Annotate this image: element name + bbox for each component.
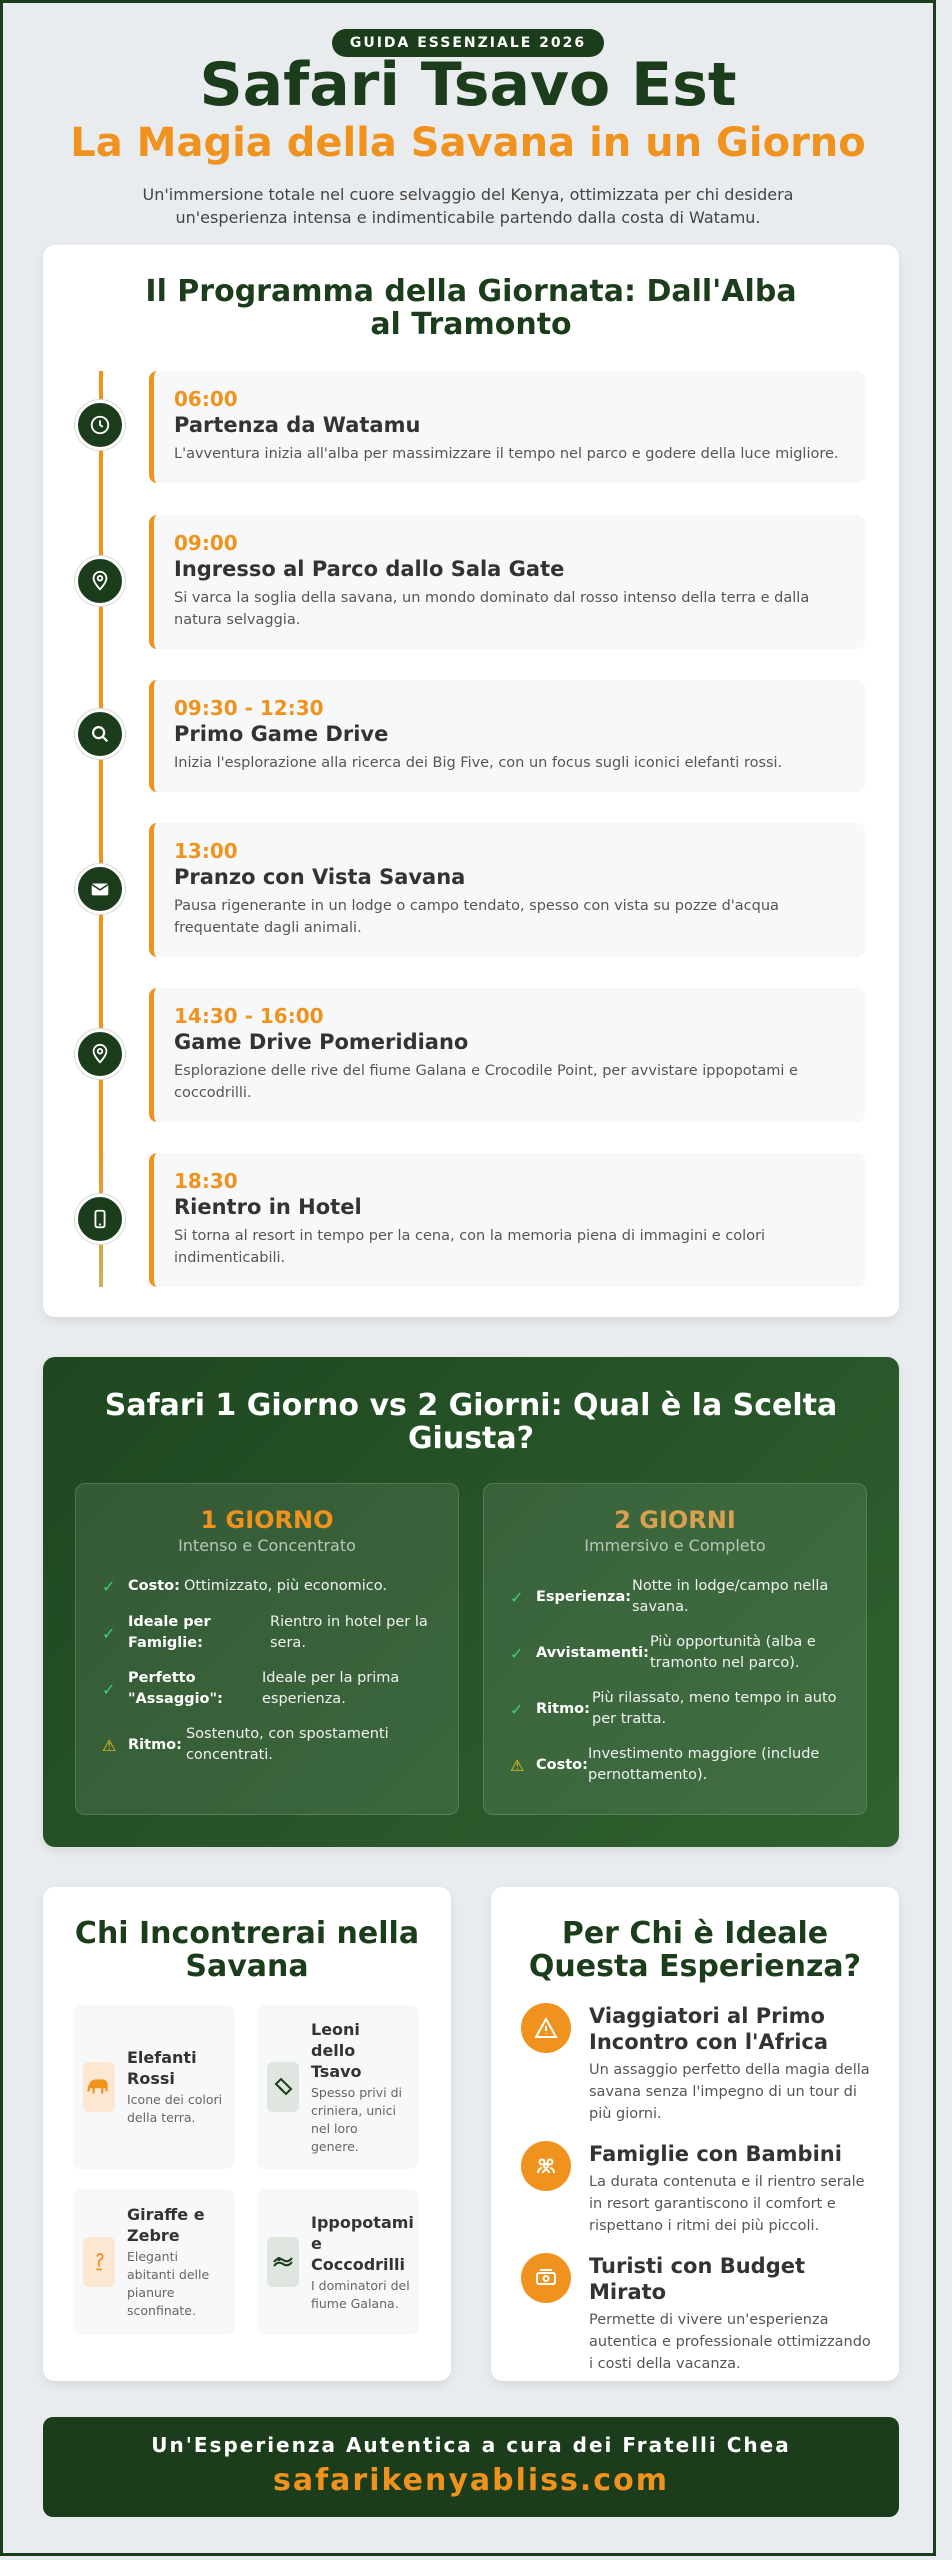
ideal-desc: La durata contenuta e il rientro serale in resort garantiscono il comfort e rispettano i ritmi dei più piccoli. — [589, 2174, 865, 2234]
ideal-for-card — [491, 1887, 899, 2381]
option-row — [510, 1744, 842, 1786]
timeline-item-desc: L'avventura inizia all'alba per massimizzare il tempo nel parco e godere della luce migliore. — [174, 446, 839, 462]
wildlife-desc: Icone dei colori della terra. — [127, 2092, 223, 2125]
option-row — [102, 1724, 434, 1766]
timeline-item-title: Pranzo con Vista Savana — [174, 865, 466, 889]
option-row — [510, 1632, 842, 1674]
row-value: Ottimizzato, più economico. — [183, 1578, 387, 1594]
timeline-item — [149, 515, 865, 649]
map-pin-icon — [75, 1029, 125, 1079]
elephant-icon — [83, 2062, 115, 2112]
timeline-item — [149, 371, 865, 483]
wildlife-item — [257, 2005, 419, 2169]
wildlife-desc: Eleganti abitanti delle pianure sconfinate. — [127, 2249, 210, 2318]
clock-icon — [75, 400, 125, 450]
wildlife-item — [257, 2189, 419, 2335]
timeline-item-title: Ingresso al Parco dallo Sala Gate — [174, 557, 565, 581]
timeline-item-title: Primo Game Drive — [174, 722, 389, 746]
wildlife-title: Chi Incontrerai nella Savana — [74, 1916, 420, 1984]
check-icon: ✓ — [510, 1643, 524, 1663]
timeline-time: 09:30 - 12:30 — [174, 696, 324, 720]
map-pin-icon — [75, 556, 125, 606]
footer — [43, 2417, 899, 2517]
option-row — [102, 1612, 434, 1654]
check-icon: ✓ — [510, 1699, 524, 1719]
timeline-time: 14:30 - 16:00 — [174, 1004, 324, 1028]
timeline-item — [149, 988, 865, 1122]
timeline-title: Il Programma della Giornata: Dall'Alba al Tramonto — [145, 274, 797, 342]
timeline-time: 18:30 — [174, 1169, 238, 1193]
timeline-card — [43, 245, 899, 1317]
row-value: Ideale per la prima esperienza. — [262, 1670, 400, 1707]
envelope-icon — [75, 864, 125, 914]
hippo-icon — [267, 2237, 299, 2287]
row-label: Ritmo: — [536, 1700, 590, 1717]
one-day-option — [75, 1483, 459, 1815]
option-row — [510, 1576, 842, 1618]
guide-badge: GUIDA ESSENZIALE 2026 — [332, 29, 604, 57]
wildlife-name: Giraffe e Zebre — [127, 2205, 205, 2245]
header — [3, 3, 933, 229]
lion-icon — [267, 2062, 299, 2112]
option-title: 2 GIORNI — [614, 1506, 736, 1534]
wildlife-name: Elefanti Rossi — [127, 2048, 197, 2088]
ideal-item — [521, 2003, 875, 2125]
option-subtitle: Immersivo e Completo — [584, 1536, 766, 1555]
ideal-name: Viaggiatori al Primo Incontro con l'Africa — [589, 2004, 829, 2054]
warning-icon: ⚠ — [102, 1735, 117, 1755]
timeline-item-desc: Si varca la soglia della savana, un mondo dominato dal rosso intenso della terra e dalla natura selvaggia. — [174, 590, 810, 628]
timeline-item-desc: Si torna al resort in tempo per la cena, con la memoria piena di immagini e colori indimenticabili. — [174, 1228, 766, 1266]
wildlife-item — [73, 2189, 235, 2335]
search-icon — [75, 709, 125, 759]
row-value: Più rilassato, meno tempo in auto per tratta. — [592, 1690, 837, 1727]
timeline-item — [149, 680, 865, 792]
comparison-title: Safari 1 Giorno vs 2 Giorni: Qual è la Scelta Giusta? — [104, 1388, 838, 1456]
timeline-item — [149, 1153, 865, 1287]
warning-icon: ⚠ — [510, 1755, 525, 1775]
row-value: Più opportunità (alba e tramonto nel parco). — [650, 1634, 816, 1671]
row-label: Ritmo: — [128, 1736, 182, 1753]
timeline-line — [99, 371, 103, 1287]
intro-text: Un'immersione totale nel cuore selvaggio del Kenya, ottimizzata per chi desidera un'esperienza intensa e indimenticabile partendo dalla costa di Watamu. — [142, 185, 794, 227]
row-value: Rientro in hotel per la sera. — [270, 1614, 428, 1651]
row-value: Sostenuto, con spostamenti concentrati. — [185, 1726, 389, 1763]
wildlife-desc: Spesso privi di criniera, unici nel loro genere. — [311, 2084, 403, 2154]
page-subtitle: La Magia della Savana in un Giorno — [70, 120, 866, 166]
row-label: Costo: — [536, 1756, 588, 1773]
option-row — [102, 1668, 434, 1710]
check-icon: ✓ — [510, 1587, 524, 1607]
ideal-desc: Permette di vivere un'esperienza autentica e professionale ottimizzando i costi della vacanza. — [589, 2312, 871, 2372]
ideal-title: Per Chi è Ideale Questa Esperienza? — [528, 1916, 862, 1984]
option-row — [102, 1576, 434, 1597]
ideal-item — [521, 2253, 875, 2375]
timeline-item-desc: Esplorazione delle rive del fiume Galana e Crocodile Point, per avvistare ippopotami e coccodrilli. — [174, 1063, 798, 1101]
row-label: Esperienza: — [536, 1588, 632, 1605]
footer-website-link[interactable]: safarikenyabliss.com — [273, 2463, 669, 2498]
row-value: Notte in lodge/campo nella savana. — [632, 1578, 829, 1615]
option-title: 1 GIORNO — [200, 1506, 334, 1534]
family-icon — [521, 2141, 571, 2191]
row-label: Ideale per Famiglie: — [128, 1614, 211, 1651]
timeline-time: 09:00 — [174, 531, 238, 555]
footer-tagline: Un'Esperienza Autentica a cura dei Fratelli Chea — [151, 2433, 791, 2457]
row-label: Costo: — [128, 1578, 180, 1594]
money-icon — [521, 2253, 571, 2303]
two-days-option — [483, 1483, 867, 1815]
wildlife-name: Leoni dello Tsavo — [311, 2019, 362, 2081]
timeline-item-title: Rientro in Hotel — [174, 1195, 362, 1219]
timeline-item — [149, 823, 865, 957]
ideal-desc: Un assaggio perfetto della magia della savana senza l'impegno di un tour di più giorni. — [589, 2062, 870, 2122]
giraffe-icon — [83, 2237, 115, 2287]
timeline-time: 13:00 — [174, 839, 238, 863]
timeline-time: 06:00 — [174, 387, 238, 411]
wildlife-item — [73, 2005, 235, 2169]
wildlife-desc: I dominatori del fiume Galana. — [311, 2277, 410, 2311]
phone-icon — [75, 1194, 125, 1244]
option-subtitle: Intenso e Concentrato — [178, 1536, 356, 1555]
page-title: Safari Tsavo Est — [199, 50, 737, 120]
ideal-name: Turisti con Budget Mirato — [589, 2254, 806, 2304]
row-value: Investimento maggiore (include pernottamento). — [588, 1746, 820, 1783]
timeline-item-desc: Pausa rigenerante in un lodge o campo tendato, spesso con vista su pozze d'acqua frequentate dagli animali. — [174, 898, 779, 936]
check-icon: ✓ — [102, 1577, 116, 1596]
check-icon: ✓ — [102, 1623, 116, 1643]
wildlife-name: Ippopotami e Coccodrilli — [311, 2212, 414, 2274]
warning-icon — [521, 2003, 571, 2053]
ideal-name: Famiglie con Bambini — [589, 2142, 842, 2166]
wildlife-card — [43, 1887, 451, 2381]
timeline-item-title: Game Drive Pomeridiano — [174, 1030, 469, 1054]
option-row — [510, 1688, 842, 1730]
check-icon: ✓ — [102, 1679, 116, 1699]
timeline-item-desc: Inizia l'esplorazione alla ricerca dei Big Five, con un focus sugli iconici elefanti rossi. — [174, 755, 783, 771]
timeline-item-title: Partenza da Watamu — [174, 413, 421, 437]
ideal-item — [521, 2141, 875, 2237]
row-label: Perfetto "Assaggio": — [128, 1670, 223, 1707]
row-label: Avvistamenti: — [536, 1644, 649, 1661]
comparison-card — [43, 1357, 899, 1847]
